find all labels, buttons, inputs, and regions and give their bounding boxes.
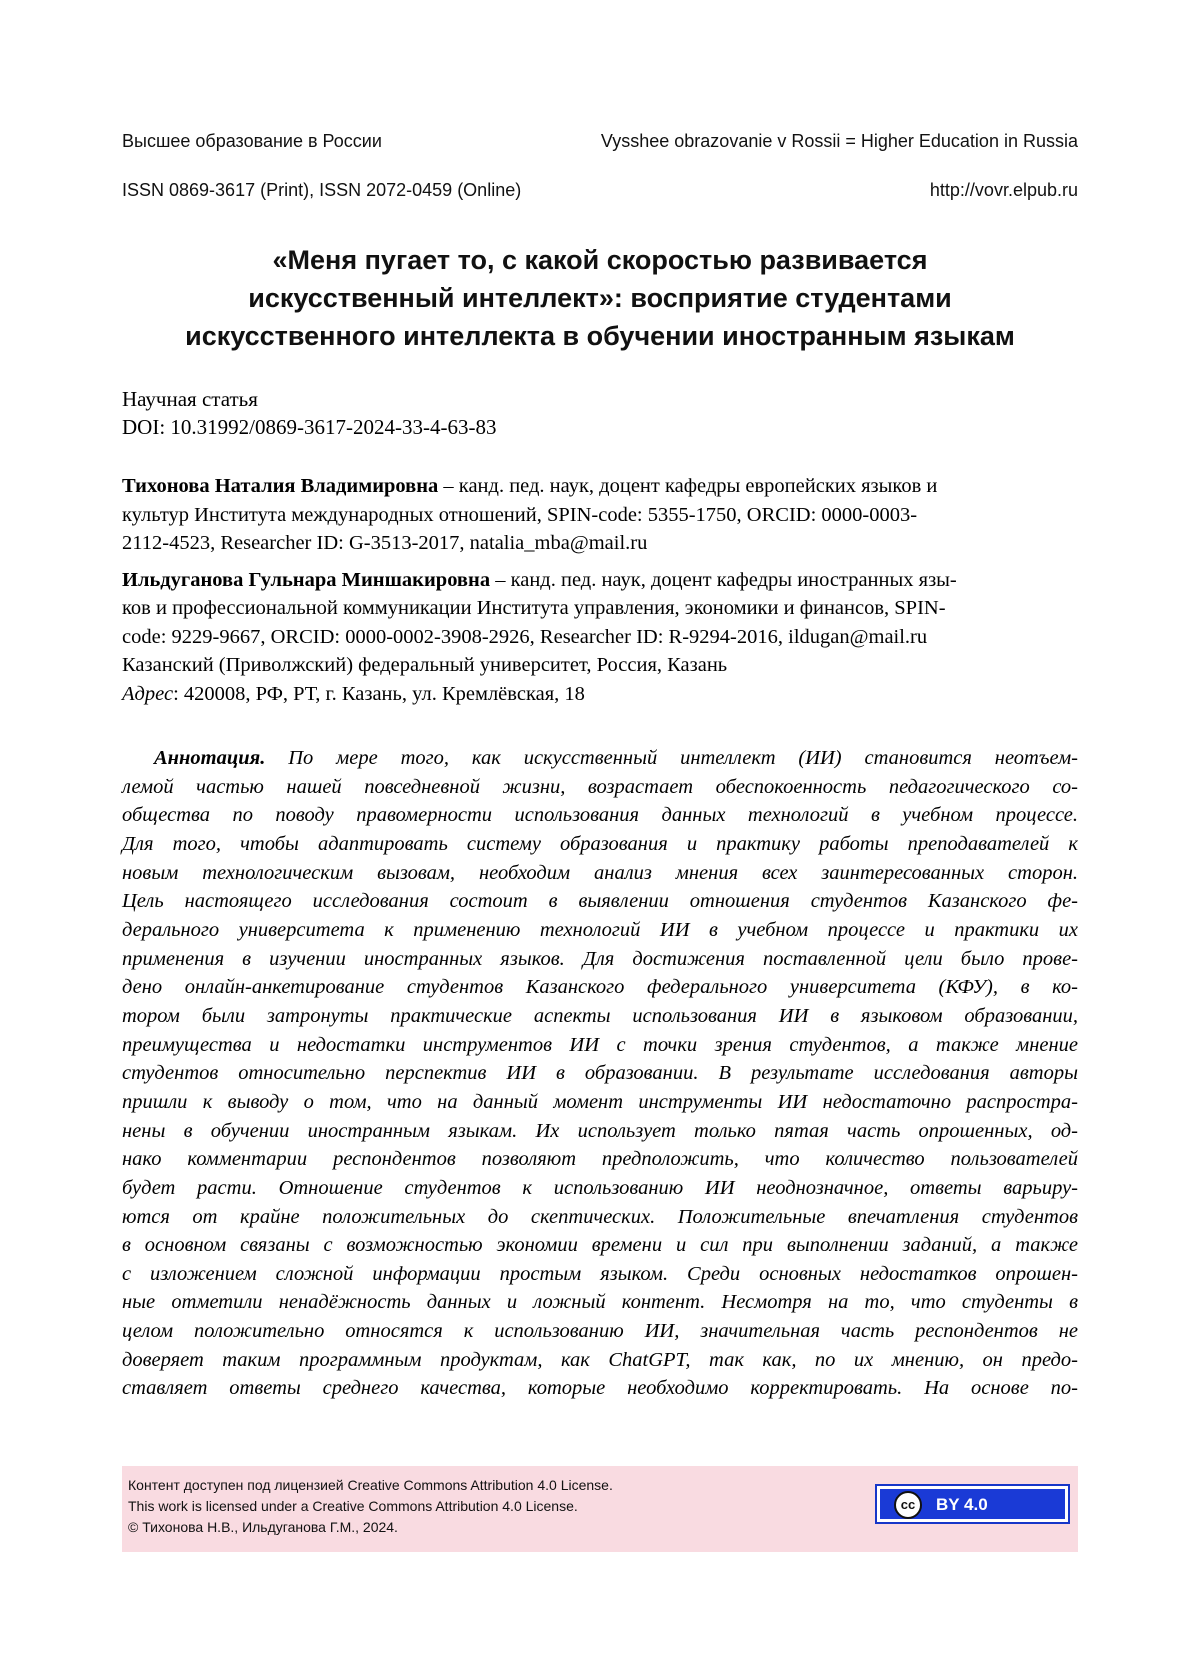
abstract-line: в основном связаны с возможностью экономии времени и сил при выполнении заданий, а также [122, 1234, 1078, 1257]
abstract-text: По мере того, как искусственный интеллект (ИИ) становится неотъем- [265, 747, 1078, 769]
abstract-line: применения в изучении иностранных языков. Для достижения поставленной цели было прове- [122, 947, 1078, 970]
abstract-line: нако комментарии респондентов позволяют предположить, что количество пользователей [122, 1148, 1078, 1171]
license-line-ru: Контент доступен под лицензией Creative Commons Attribution 4.0 License. [128, 1477, 613, 1493]
journal-title-en: Vysshee obrazovanie v Rossii = Higher Education in Russia [600, 131, 1078, 151]
author-2-info: ков и профессиональной коммуникации Института управления, экономики и финансов, SPIN- [122, 597, 946, 619]
abstract-line: тором были затронуты практические аспекты использования ИИ в языковом образовании, [122, 1004, 1078, 1027]
abstract-line: с изложением сложной информации простым языком. Среди основных недостатков опрошен- [122, 1262, 1078, 1285]
author-2-info: – канд. пед. наук, доцент кафедры иностранных язы- [490, 568, 957, 591]
article-type: Научная статья [122, 387, 258, 411]
abstract-line: дерального университета к применению технологий ИИ в учебном процессе и практики их [122, 918, 1078, 941]
abstract-line: студентов относительно перспектив ИИ в образовании. В результате исследования авторы [122, 1062, 1078, 1085]
author-1 [122, 472, 1078, 558]
license-text [128, 1475, 613, 1538]
address-label: Адрес [122, 682, 174, 705]
affiliation: Казанский (Приволжский) федеральный университет, Россия, Казань [122, 654, 728, 676]
doi[interactable]: DOI: 10.31992/0869-3617-2024-33-4-63-83 [122, 415, 497, 439]
abstract-line: дено онлайн-анкетирование студентов Казанского федерального университета (КФУ), в ко- [122, 976, 1078, 999]
issn: ISSN 0869-3617 (Print), ISSN 2072-0459 (Online) [122, 180, 522, 200]
abstract-label: Аннотация. [154, 747, 266, 769]
abstract-line [122, 744, 1078, 773]
author-1-info: – канд. пед. наук, доцент кафедры европейских языков и [438, 475, 938, 497]
article-title [122, 241, 1078, 355]
abstract [122, 744, 1078, 1403]
address-text: : 420008, РФ, РТ, г. Казань, ул. Кремлёвская, 18 [173, 682, 585, 705]
creative-commons-icon: cc [894, 1491, 922, 1519]
cc-badge-inner [880, 1489, 1065, 1519]
cc-by-badge[interactable] [875, 1484, 1070, 1524]
abstract-line: общества по поводу правомерности использования данных технологий в учебном процессе. [122, 804, 1078, 827]
license-box [122, 1466, 1078, 1552]
abstract-line: ные отметили ненадёжность данных и ложный контент. Несмотря на то, что студенты в [122, 1291, 1078, 1314]
abstract-line: ются от крайне положительных до скептических. Положительные впечатления студентов [122, 1205, 1078, 1228]
license-line-en: This work is licensed under a Creative Commons Attribution 4.0 License. [128, 1498, 578, 1514]
abstract-line: ставляет ответы среднего качества, которые необходимо корректировать. На основе по- [122, 1377, 1078, 1400]
author-2 [122, 566, 1078, 709]
cc-badge-label: BY 4.0 [936, 1495, 988, 1514]
article-meta [122, 385, 496, 441]
copyright: © Тихонова Н.В., Ильдуганова Г.М., 2024. [128, 1519, 398, 1535]
address [122, 680, 1078, 709]
title-line: «Меня пугает то, с какой скоростью развивается [272, 245, 928, 275]
author-2-info: code: 9229-9667, ORCID: 0000-0002-3908-2926, Researcher ID: R-9294-2016, ildugan@mail.ru [122, 625, 928, 648]
title-line: искусственного интеллекта в обучении иностранным языкам [185, 321, 1015, 351]
abstract-line: новым технологическим вызовам, необходим анализ мнения всех заинтересованных сторон. [122, 861, 1078, 884]
abstract-line: лемой частью нашей повседневной жизни, возрастает обеспокоенность педагогического со- [122, 775, 1078, 798]
author-2-name: Ильдуганова Гульнара Миншакировна [122, 568, 491, 591]
abstract-line: преимущества и недостатки инструментов ИИ с точки зрения студентов, а также мнение [122, 1033, 1078, 1056]
article-page [122, 0, 1078, 1658]
abstract-line: нены в обучении иностранным языкам. Их использует только пятая часть опрошенных, од- [122, 1119, 1078, 1142]
abstract-line: Цель настоящего исследования состоит в выявлении отношения студентов Казанского фе- [122, 890, 1078, 913]
journal-title-ru: Высшее образование в России [122, 131, 382, 151]
abstract-line: будет расти. Отношение студентов к использованию ИИ неоднозначное, ответы варьиру- [122, 1176, 1078, 1199]
author-1-info: 2112-4523, Researcher ID: G-3513-2017, natalia_mba@mail.ru [122, 532, 648, 554]
author-1-info: культур Института международных отношений, SPIN-code: 5355-1750, ORCID: 0000-0003- [122, 503, 918, 526]
abstract-line: Для того, чтобы адаптировать систему образования и практику работы преподавателей к [122, 832, 1078, 855]
title-line: искусственный интеллект»: восприятие студентами [248, 283, 952, 313]
authors-block [122, 472, 1078, 708]
abstract-line: пришли к выводу о том, что на данный момент инструменты ИИ недостаточно распростра- [122, 1090, 1078, 1113]
abstract-line: доверяет таким программным продуктам, как ChatGPT, так как, по их мнению, он предо- [122, 1348, 1078, 1371]
abstract-line: целом положительно относятся к использованию ИИ, значительная часть респондентов не [122, 1320, 1078, 1343]
author-1-name: Тихонова Наталия Владимировна [122, 475, 439, 497]
journal-url[interactable]: http://vovr.elpub.ru [929, 180, 1078, 200]
